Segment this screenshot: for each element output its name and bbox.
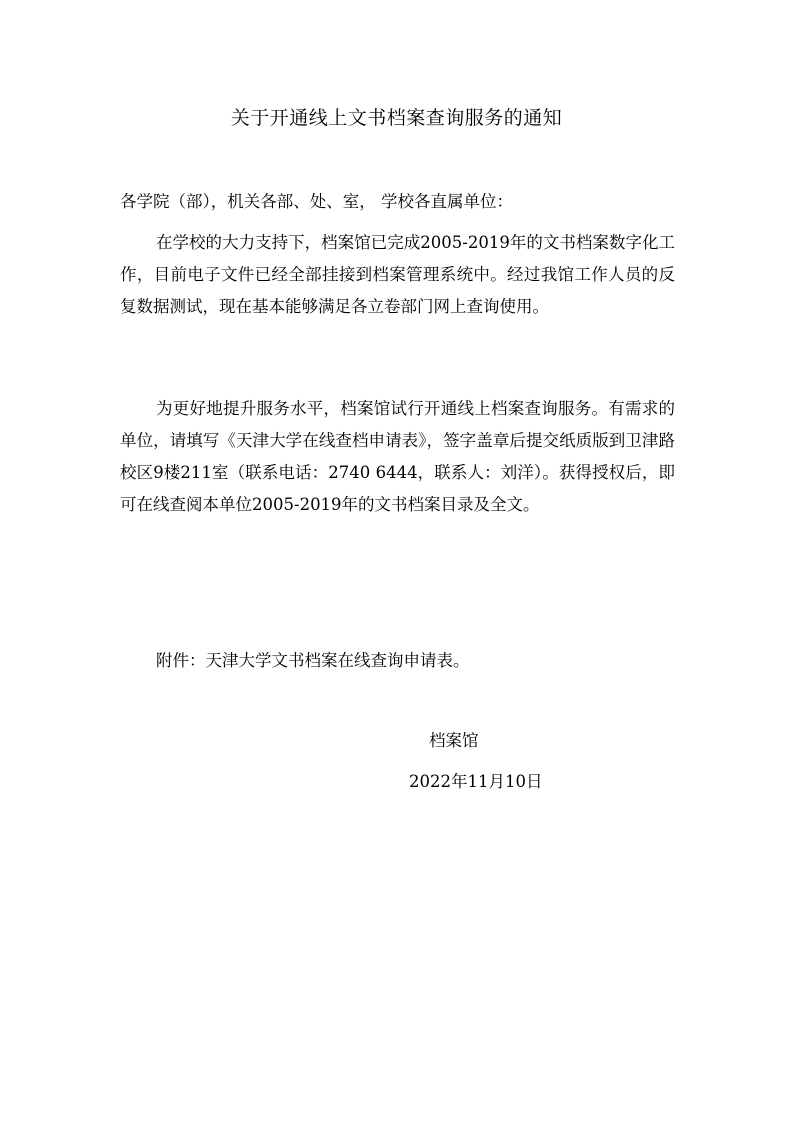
- salutation: 各学院（部），机关各部、处、室， 学校各直属单位：: [120, 192, 513, 211]
- notice-title: 关于开通线上文书档案查询服务的通知: [230, 107, 563, 129]
- attachment-line: 附件：天津大学文书档案在线查询申请表。: [156, 651, 470, 670]
- issue-date: 2022年11月10日: [409, 772, 543, 791]
- paragraph-1: 在学校的大力支持下，档案馆已完成2005-2019年的文书档案数字化工作，目前电子文件已经全部挂接到档案管理系统中。经过我馆工作人员的反复数据测试，现在基本能够满足各立卷部门网上查询使用。: [120, 233, 675, 316]
- paragraph-2: 为更好地提升服务水平，档案馆试行开通线上档案查询服务。有需求的单位，请填写《天津大学在线查档申请表》，签字盖章后提交纸质版到卫津路校区9楼211室（联系电话：2740 6444，联系人：刘洋）。获得授权后，即可在线查阅本单位2005-2019年的文书档案目录及全文。: [120, 399, 675, 514]
- signer: 档案馆: [429, 731, 479, 750]
